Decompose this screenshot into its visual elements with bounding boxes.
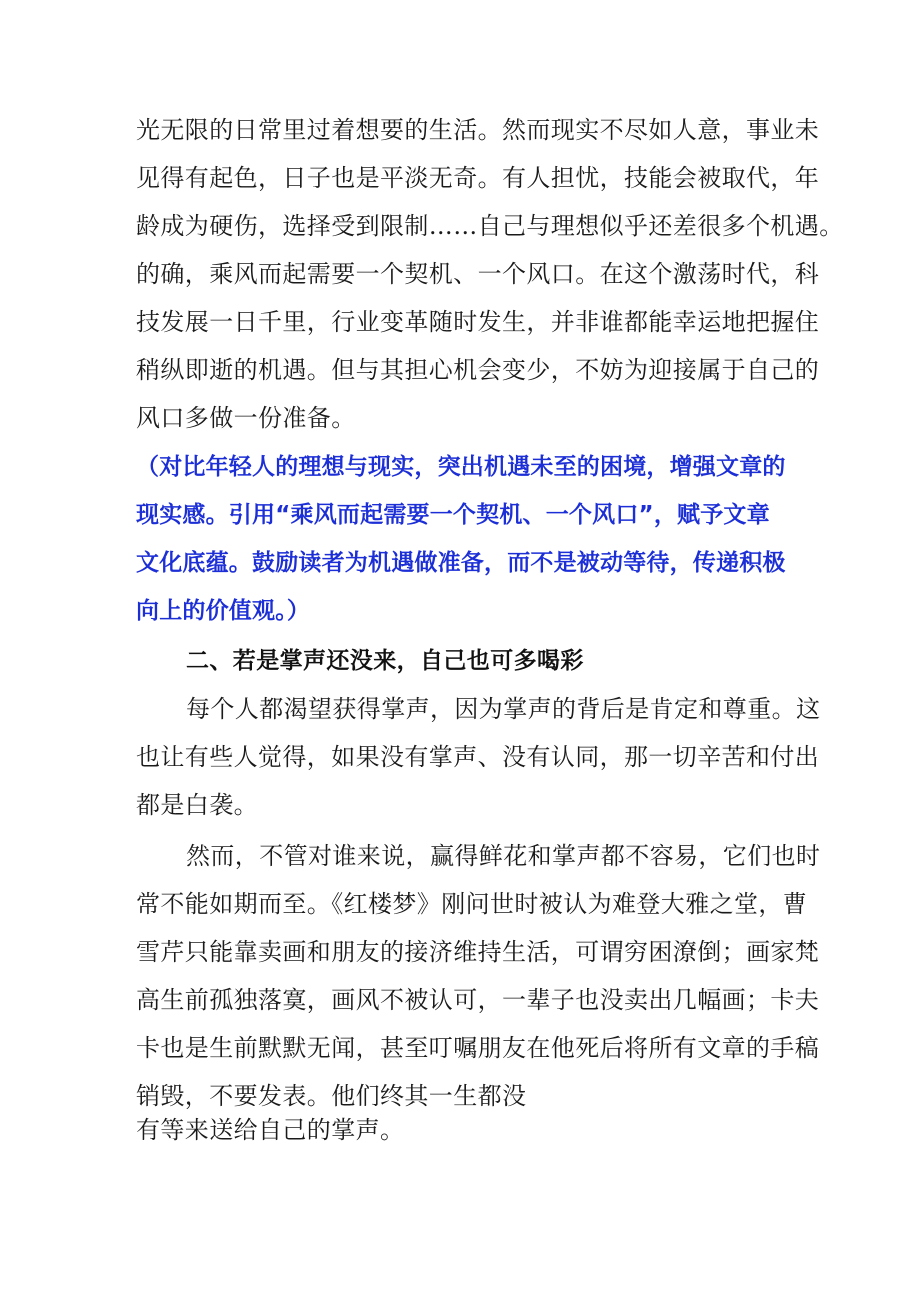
paragraph-line: 销毁，不要发表。他们终其一生都没 [136,1082,527,1110]
paragraph-line: 都是白袭。 [136,791,258,819]
commentary-line: （对比年轻人的理想与现实，突出机遇未至的困境，增强文章的 [136,454,786,480]
commentary-line: 向上的价值观。） [136,598,311,624]
paragraph-line: 见得有起色，日子也是平淡无奇。有人担忧，技能会被取代，年 [136,164,820,192]
paragraph-line: 光无限的日常里过着想要的生活。然而现实不尽如人意，事业未 [136,116,820,144]
paragraph-line: 的确，乘风而起需要一个契机、一个风口。在这个激荡时代，科 [136,260,820,288]
paragraph-line: 高生前孤独落寞，画风不被认可，一辈子也没卖出几幅画；卡夫 [136,986,820,1014]
paragraph-line: 然而，不管对谁来说，赢得鲜花和掌声都不容易，它们也时 [186,842,821,870]
paragraph-line: 常不能如期而至。《红楼梦》刚问世时被认为难登大雅之堂，曹 [136,890,808,918]
paragraph-line: 风口多做一份准备。 [136,404,356,432]
paragraph-line: 每个人都渴望获得掌声，因为掌声的背后是肯定和尊重。这 [186,695,821,723]
paragraph-line: 有等来送给自己的掌声。 [136,1116,405,1144]
paragraph-line: 龄成为硬伤，选择受到限制……自己与理想似乎还差很多个机遇。 [136,212,844,240]
paragraph-line: 卡也是生前默默无闻，甚至叮嘱朋友在他死后将所有文章的手稿 [136,1034,820,1062]
paragraph-line: 也让有些人觉得，如果没有掌声、没有认同，那一切辛苦和付出 [136,743,820,771]
paragraph-line: 稍纵即逝的机遇。但与其担心机会变少，不妨为迎接属于自己的 [136,356,820,384]
commentary-line: 现实感。引用“乘风而起需要一个契机、一个风口”，赋予文章 [136,502,770,528]
paragraph-line: 技发展一日千里，行业变革随时发生，并非谁都能幸运地把握住 [136,308,820,336]
section-heading: 二、若是掌声还没来，自己也可多喝彩 [186,648,584,674]
commentary-line: 文化底蕴。鼓励读者为机遇做准备，而不是被动等待，传递积极 [136,550,786,576]
paragraph-line: 雪芹只能靠卖画和朋友的接济维持生活，可谓穷困潦倒；画家梵 [136,938,820,966]
